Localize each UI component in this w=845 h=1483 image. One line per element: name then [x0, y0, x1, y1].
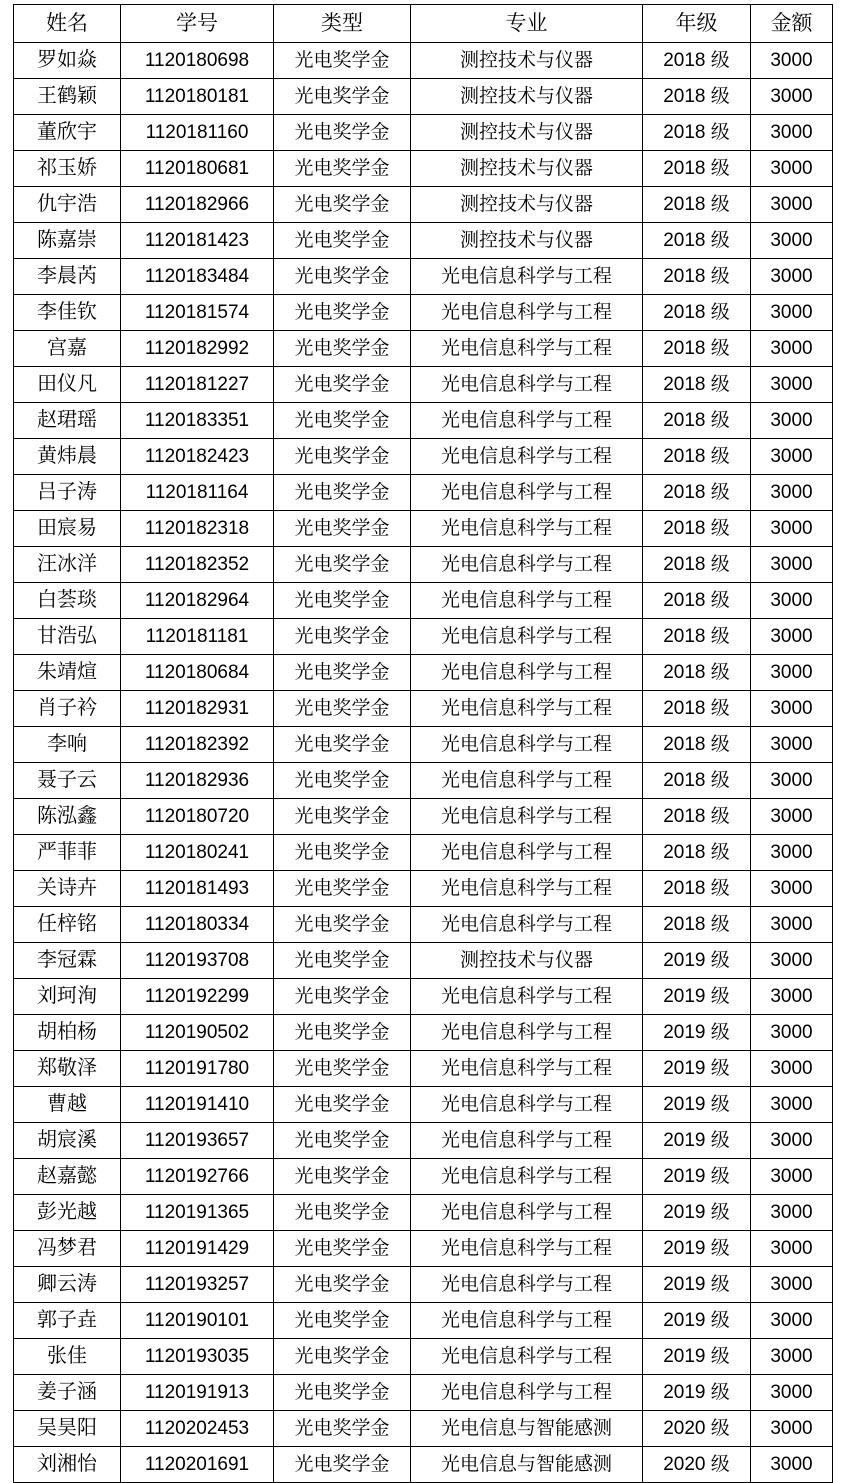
- table-row: [14, 43, 833, 79]
- cell-type: 光电奖学金: [274, 223, 411, 259]
- cell-grade: 2020 级: [643, 1411, 751, 1447]
- column-header-amount: 金额: [751, 5, 833, 43]
- cell-grade: 2019 级: [643, 1195, 751, 1231]
- cell-type: 光电奖学金: [274, 511, 411, 547]
- cell-amount: 3000: [751, 1051, 833, 1087]
- cell-type: 光电奖学金: [274, 187, 411, 223]
- cell-student-id: 1120193257: [121, 1267, 274, 1303]
- column-header-name: 姓名: [14, 5, 121, 43]
- cell-major: 光电信息科学与工程: [411, 1267, 643, 1303]
- cell-amount: 3000: [751, 835, 833, 871]
- cell-name: 朱靖煊: [14, 655, 121, 691]
- cell-grade: 2019 级: [643, 1375, 751, 1411]
- cell-type: 光电奖学金: [274, 1051, 411, 1087]
- column-header-type: 类型: [274, 5, 411, 43]
- cell-grade: 2019 级: [643, 943, 751, 979]
- cell-type: 光电奖学金: [274, 1087, 411, 1123]
- cell-major: 测控技术与仪器: [411, 187, 643, 223]
- cell-grade: 2018 级: [643, 367, 751, 403]
- cell-major: 光电信息科学与工程: [411, 295, 643, 331]
- cell-major: 光电信息科学与工程: [411, 1015, 643, 1051]
- cell-student-id: 1120181160: [121, 115, 274, 151]
- cell-name: 田仪凡: [14, 367, 121, 403]
- cell-major: 测控技术与仪器: [411, 115, 643, 151]
- cell-student-id: 1120182352: [121, 547, 274, 583]
- cell-grade: 2019 级: [643, 1015, 751, 1051]
- cell-major: 光电信息科学与工程: [411, 1375, 643, 1411]
- table-row: [14, 223, 833, 259]
- table-row: [14, 1267, 833, 1303]
- scholarship-table: [13, 4, 833, 1483]
- cell-grade: 2018 级: [643, 259, 751, 295]
- cell-type: 光电奖学金: [274, 943, 411, 979]
- cell-name: 刘珂洵: [14, 979, 121, 1015]
- cell-type: 光电奖学金: [274, 799, 411, 835]
- cell-amount: 3000: [751, 943, 833, 979]
- cell-student-id: 1120201691: [121, 1447, 274, 1483]
- table-row: [14, 583, 833, 619]
- cell-major: 测控技术与仪器: [411, 943, 643, 979]
- cell-type: 光电奖学金: [274, 655, 411, 691]
- cell-major: 光电信息科学与工程: [411, 259, 643, 295]
- cell-student-id: 1120182992: [121, 331, 274, 367]
- cell-name: 曹越: [14, 1087, 121, 1123]
- cell-name: 冯梦君: [14, 1231, 121, 1267]
- cell-type: 光电奖学金: [274, 691, 411, 727]
- cell-type: 光电奖学金: [274, 1231, 411, 1267]
- cell-grade: 2018 级: [643, 223, 751, 259]
- table-header: [14, 5, 833, 43]
- cell-name: 宫嘉: [14, 331, 121, 367]
- cell-amount: 3000: [751, 655, 833, 691]
- cell-major: 光电信息科学与工程: [411, 727, 643, 763]
- cell-name: 肖子衿: [14, 691, 121, 727]
- cell-student-id: 1120193657: [121, 1123, 274, 1159]
- cell-major: 光电信息科学与工程: [411, 799, 643, 835]
- column-header-major: 专业: [411, 5, 643, 43]
- table-row: [14, 763, 833, 799]
- cell-type: 光电奖学金: [274, 1159, 411, 1195]
- cell-name: 陈泓鑫: [14, 799, 121, 835]
- cell-student-id: 1120202453: [121, 1411, 274, 1447]
- cell-major: 光电信息科学与工程: [411, 511, 643, 547]
- cell-name: 李响: [14, 727, 121, 763]
- cell-name: 聂子云: [14, 763, 121, 799]
- cell-major: 光电信息科学与工程: [411, 1087, 643, 1123]
- column-header-student-id: 学号: [121, 5, 274, 43]
- cell-amount: 3000: [751, 115, 833, 151]
- cell-grade: 2018 级: [643, 691, 751, 727]
- cell-major: 光电信息与智能感测: [411, 1447, 643, 1483]
- table-row: [14, 403, 833, 439]
- table-row: [14, 439, 833, 475]
- table-row: [14, 871, 833, 907]
- table-row: [14, 619, 833, 655]
- cell-grade: 2018 级: [643, 475, 751, 511]
- cell-amount: 3000: [751, 331, 833, 367]
- cell-type: 光电奖学金: [274, 979, 411, 1015]
- cell-student-id: 1120180720: [121, 799, 274, 835]
- cell-student-id: 1120190502: [121, 1015, 274, 1051]
- cell-amount: 3000: [751, 1087, 833, 1123]
- cell-student-id: 1120190101: [121, 1303, 274, 1339]
- cell-name: 胡宸溪: [14, 1123, 121, 1159]
- table-row: [14, 187, 833, 223]
- table-row: [14, 115, 833, 151]
- cell-grade: 2018 级: [643, 907, 751, 943]
- cell-amount: 3000: [751, 547, 833, 583]
- table-row: [14, 1015, 833, 1051]
- cell-student-id: 1120182318: [121, 511, 274, 547]
- cell-type: 光电奖学金: [274, 1303, 411, 1339]
- cell-major: 光电信息科学与工程: [411, 1123, 643, 1159]
- cell-amount: 3000: [751, 1015, 833, 1051]
- table-row: [14, 1195, 833, 1231]
- cell-name: 姜子涵: [14, 1375, 121, 1411]
- cell-major: 光电信息科学与工程: [411, 1051, 643, 1087]
- table-row: [14, 1411, 833, 1447]
- cell-amount: 3000: [751, 763, 833, 799]
- cell-major: 光电信息科学与工程: [411, 907, 643, 943]
- cell-grade: 2019 级: [643, 1267, 751, 1303]
- cell-type: 光电奖学金: [274, 835, 411, 871]
- cell-type: 光电奖学金: [274, 1195, 411, 1231]
- table-body: [14, 43, 833, 1483]
- cell-student-id: 1120191913: [121, 1375, 274, 1411]
- cell-name: 田宸易: [14, 511, 121, 547]
- table-row: [14, 943, 833, 979]
- cell-student-id: 1120181423: [121, 223, 274, 259]
- cell-major: 光电信息与智能感测: [411, 1411, 643, 1447]
- cell-major: 光电信息科学与工程: [411, 1159, 643, 1195]
- cell-name: 李晨芮: [14, 259, 121, 295]
- cell-name: 董欣宇: [14, 115, 121, 151]
- cell-student-id: 1120181493: [121, 871, 274, 907]
- cell-grade: 2018 级: [643, 403, 751, 439]
- cell-name: 胡柏杨: [14, 1015, 121, 1051]
- table-row: [14, 331, 833, 367]
- cell-amount: 3000: [751, 223, 833, 259]
- cell-amount: 3000: [751, 727, 833, 763]
- cell-type: 光电奖学金: [274, 583, 411, 619]
- cell-name: 关诗卉: [14, 871, 121, 907]
- cell-grade: 2018 级: [643, 187, 751, 223]
- cell-grade: 2018 级: [643, 295, 751, 331]
- cell-name: 赵嘉懿: [14, 1159, 121, 1195]
- cell-type: 光电奖学金: [274, 727, 411, 763]
- cell-grade: 2019 级: [643, 1051, 751, 1087]
- cell-name: 吕子涛: [14, 475, 121, 511]
- cell-name: 祁玉娇: [14, 151, 121, 187]
- cell-name: 彭光越: [14, 1195, 121, 1231]
- cell-major: 测控技术与仪器: [411, 43, 643, 79]
- cell-name: 郑敬泽: [14, 1051, 121, 1087]
- cell-name: 吴昊阳: [14, 1411, 121, 1447]
- cell-name: 王鹤颖: [14, 79, 121, 115]
- cell-type: 光电奖学金: [274, 475, 411, 511]
- table-row: [14, 1051, 833, 1087]
- cell-student-id: 1120181227: [121, 367, 274, 403]
- cell-amount: 3000: [751, 79, 833, 115]
- cell-major: 光电信息科学与工程: [411, 871, 643, 907]
- table-row: [14, 475, 833, 511]
- table-row: [14, 1339, 833, 1375]
- cell-amount: 3000: [751, 907, 833, 943]
- cell-grade: 2018 级: [643, 331, 751, 367]
- cell-name: 罗如焱: [14, 43, 121, 79]
- table-row: [14, 691, 833, 727]
- cell-student-id: 1120180681: [121, 151, 274, 187]
- cell-grade: 2018 级: [643, 583, 751, 619]
- cell-major: 测控技术与仪器: [411, 151, 643, 187]
- cell-major: 光电信息科学与工程: [411, 1231, 643, 1267]
- cell-major: 光电信息科学与工程: [411, 835, 643, 871]
- cell-student-id: 1120181164: [121, 475, 274, 511]
- table-row: [14, 1231, 833, 1267]
- cell-name: 刘湘怡: [14, 1447, 121, 1483]
- cell-major: 测控技术与仪器: [411, 223, 643, 259]
- cell-name: 黄炜晨: [14, 439, 121, 475]
- cell-major: 光电信息科学与工程: [411, 475, 643, 511]
- cell-major: 光电信息科学与工程: [411, 403, 643, 439]
- table-row: [14, 907, 833, 943]
- cell-grade: 2020 级: [643, 1447, 751, 1483]
- cell-type: 光电奖学金: [274, 79, 411, 115]
- cell-type: 光电奖学金: [274, 547, 411, 583]
- cell-type: 光电奖学金: [274, 1015, 411, 1051]
- table-row: [14, 367, 833, 403]
- table-row: [14, 79, 833, 115]
- table-row: [14, 1087, 833, 1123]
- cell-grade: 2018 级: [643, 835, 751, 871]
- cell-grade: 2018 级: [643, 439, 751, 475]
- cell-amount: 3000: [751, 1303, 833, 1339]
- cell-student-id: 1120193035: [121, 1339, 274, 1375]
- cell-name: 汪冰洋: [14, 547, 121, 583]
- cell-type: 光电奖学金: [274, 619, 411, 655]
- cell-student-id: 1120191780: [121, 1051, 274, 1087]
- cell-student-id: 1120191410: [121, 1087, 274, 1123]
- cell-grade: 2018 级: [643, 115, 751, 151]
- cell-name: 白荟琰: [14, 583, 121, 619]
- cell-major: 光电信息科学与工程: [411, 1195, 643, 1231]
- cell-amount: 3000: [751, 691, 833, 727]
- cell-amount: 3000: [751, 583, 833, 619]
- column-header-grade: 年级: [643, 5, 751, 43]
- cell-name: 张佳: [14, 1339, 121, 1375]
- cell-grade: 2019 级: [643, 1123, 751, 1159]
- cell-amount: 3000: [751, 979, 833, 1015]
- cell-grade: 2019 级: [643, 1087, 751, 1123]
- cell-amount: 3000: [751, 1267, 833, 1303]
- cell-grade: 2018 级: [643, 619, 751, 655]
- cell-grade: 2018 级: [643, 799, 751, 835]
- cell-grade: 2019 级: [643, 979, 751, 1015]
- table-row: [14, 259, 833, 295]
- cell-amount: 3000: [751, 1159, 833, 1195]
- cell-grade: 2019 级: [643, 1303, 751, 1339]
- cell-student-id: 1120180181: [121, 79, 274, 115]
- cell-amount: 3000: [751, 475, 833, 511]
- table-row: [14, 511, 833, 547]
- cell-name: 严菲菲: [14, 835, 121, 871]
- cell-amount: 3000: [751, 439, 833, 475]
- table-row: [14, 1447, 833, 1483]
- cell-student-id: 1120182392: [121, 727, 274, 763]
- cell-student-id: 1120191429: [121, 1231, 274, 1267]
- cell-student-id: 1120183351: [121, 403, 274, 439]
- cell-student-id: 1120191365: [121, 1195, 274, 1231]
- cell-amount: 3000: [751, 1447, 833, 1483]
- table-row: [14, 835, 833, 871]
- cell-student-id: 1120181574: [121, 295, 274, 331]
- cell-name: 仇宇浩: [14, 187, 121, 223]
- cell-student-id: 1120192299: [121, 979, 274, 1015]
- cell-amount: 3000: [751, 151, 833, 187]
- cell-student-id: 1120182964: [121, 583, 274, 619]
- table-row: [14, 655, 833, 691]
- cell-amount: 3000: [751, 619, 833, 655]
- cell-student-id: 1120180241: [121, 835, 274, 871]
- cell-major: 光电信息科学与工程: [411, 763, 643, 799]
- table-row: [14, 1159, 833, 1195]
- cell-type: 光电奖学金: [274, 43, 411, 79]
- cell-type: 光电奖学金: [274, 907, 411, 943]
- cell-amount: 3000: [751, 367, 833, 403]
- cell-amount: 3000: [751, 799, 833, 835]
- cell-type: 光电奖学金: [274, 439, 411, 475]
- table-row: [14, 799, 833, 835]
- cell-name: 陈嘉崇: [14, 223, 121, 259]
- cell-student-id: 1120182931: [121, 691, 274, 727]
- cell-student-id: 1120180698: [121, 43, 274, 79]
- cell-type: 光电奖学金: [274, 331, 411, 367]
- cell-major: 光电信息科学与工程: [411, 583, 643, 619]
- cell-grade: 2019 级: [643, 1159, 751, 1195]
- cell-name: 卿云涛: [14, 1267, 121, 1303]
- cell-grade: 2018 级: [643, 511, 751, 547]
- cell-amount: 3000: [751, 187, 833, 223]
- cell-major: 光电信息科学与工程: [411, 619, 643, 655]
- table-row: [14, 979, 833, 1015]
- table-row: [14, 1303, 833, 1339]
- cell-name: 赵珺瑶: [14, 403, 121, 439]
- cell-student-id: 1120182423: [121, 439, 274, 475]
- cell-grade: 2018 级: [643, 727, 751, 763]
- cell-type: 光电奖学金: [274, 1447, 411, 1483]
- table-row: [14, 1123, 833, 1159]
- cell-major: 光电信息科学与工程: [411, 691, 643, 727]
- table-row: [14, 151, 833, 187]
- cell-type: 光电奖学金: [274, 1339, 411, 1375]
- cell-student-id: 1120192766: [121, 1159, 274, 1195]
- cell-amount: 3000: [751, 43, 833, 79]
- table-row: [14, 295, 833, 331]
- cell-grade: 2018 级: [643, 43, 751, 79]
- cell-amount: 3000: [751, 1231, 833, 1267]
- cell-major: 光电信息科学与工程: [411, 331, 643, 367]
- cell-major: 光电信息科学与工程: [411, 655, 643, 691]
- cell-major: 光电信息科学与工程: [411, 367, 643, 403]
- cell-grade: 2018 级: [643, 79, 751, 115]
- cell-student-id: 1120183484: [121, 259, 274, 295]
- cell-grade: 2018 级: [643, 763, 751, 799]
- cell-type: 光电奖学金: [274, 763, 411, 799]
- cell-grade: 2018 级: [643, 151, 751, 187]
- cell-type: 光电奖学金: [274, 1123, 411, 1159]
- cell-type: 光电奖学金: [274, 151, 411, 187]
- cell-amount: 3000: [751, 1195, 833, 1231]
- cell-type: 光电奖学金: [274, 259, 411, 295]
- cell-grade: 2018 级: [643, 871, 751, 907]
- cell-name: 李冠霖: [14, 943, 121, 979]
- cell-grade: 2019 级: [643, 1339, 751, 1375]
- cell-student-id: 1120180684: [121, 655, 274, 691]
- cell-amount: 3000: [751, 511, 833, 547]
- cell-type: 光电奖学金: [274, 1375, 411, 1411]
- cell-grade: 2019 级: [643, 1231, 751, 1267]
- cell-amount: 3000: [751, 871, 833, 907]
- table-header-row: [14, 5, 833, 43]
- cell-amount: 3000: [751, 1339, 833, 1375]
- cell-major: 光电信息科学与工程: [411, 439, 643, 475]
- table-row: [14, 727, 833, 763]
- cell-name: 李佳钦: [14, 295, 121, 331]
- cell-type: 光电奖学金: [274, 115, 411, 151]
- cell-amount: 3000: [751, 295, 833, 331]
- cell-major: 测控技术与仪器: [411, 79, 643, 115]
- cell-type: 光电奖学金: [274, 295, 411, 331]
- cell-major: 光电信息科学与工程: [411, 979, 643, 1015]
- cell-student-id: 1120181181: [121, 619, 274, 655]
- cell-type: 光电奖学金: [274, 403, 411, 439]
- cell-type: 光电奖学金: [274, 1267, 411, 1303]
- cell-type: 光电奖学金: [274, 1411, 411, 1447]
- cell-major: 光电信息科学与工程: [411, 547, 643, 583]
- cell-student-id: 1120193708: [121, 943, 274, 979]
- table-row: [14, 1375, 833, 1411]
- cell-major: 光电信息科学与工程: [411, 1339, 643, 1375]
- cell-amount: 3000: [751, 1375, 833, 1411]
- cell-student-id: 1120182936: [121, 763, 274, 799]
- cell-amount: 3000: [751, 259, 833, 295]
- cell-amount: 3000: [751, 1123, 833, 1159]
- cell-grade: 2018 级: [643, 655, 751, 691]
- table-row: [14, 547, 833, 583]
- cell-name: 甘浩弘: [14, 619, 121, 655]
- cell-name: 郭子垚: [14, 1303, 121, 1339]
- cell-name: 任梓铭: [14, 907, 121, 943]
- cell-type: 光电奖学金: [274, 367, 411, 403]
- cell-type: 光电奖学金: [274, 871, 411, 907]
- cell-grade: 2018 级: [643, 547, 751, 583]
- cell-student-id: 1120180334: [121, 907, 274, 943]
- cell-amount: 3000: [751, 403, 833, 439]
- cell-major: 光电信息科学与工程: [411, 1303, 643, 1339]
- cell-amount: 3000: [751, 1411, 833, 1447]
- cell-student-id: 1120182966: [121, 187, 274, 223]
